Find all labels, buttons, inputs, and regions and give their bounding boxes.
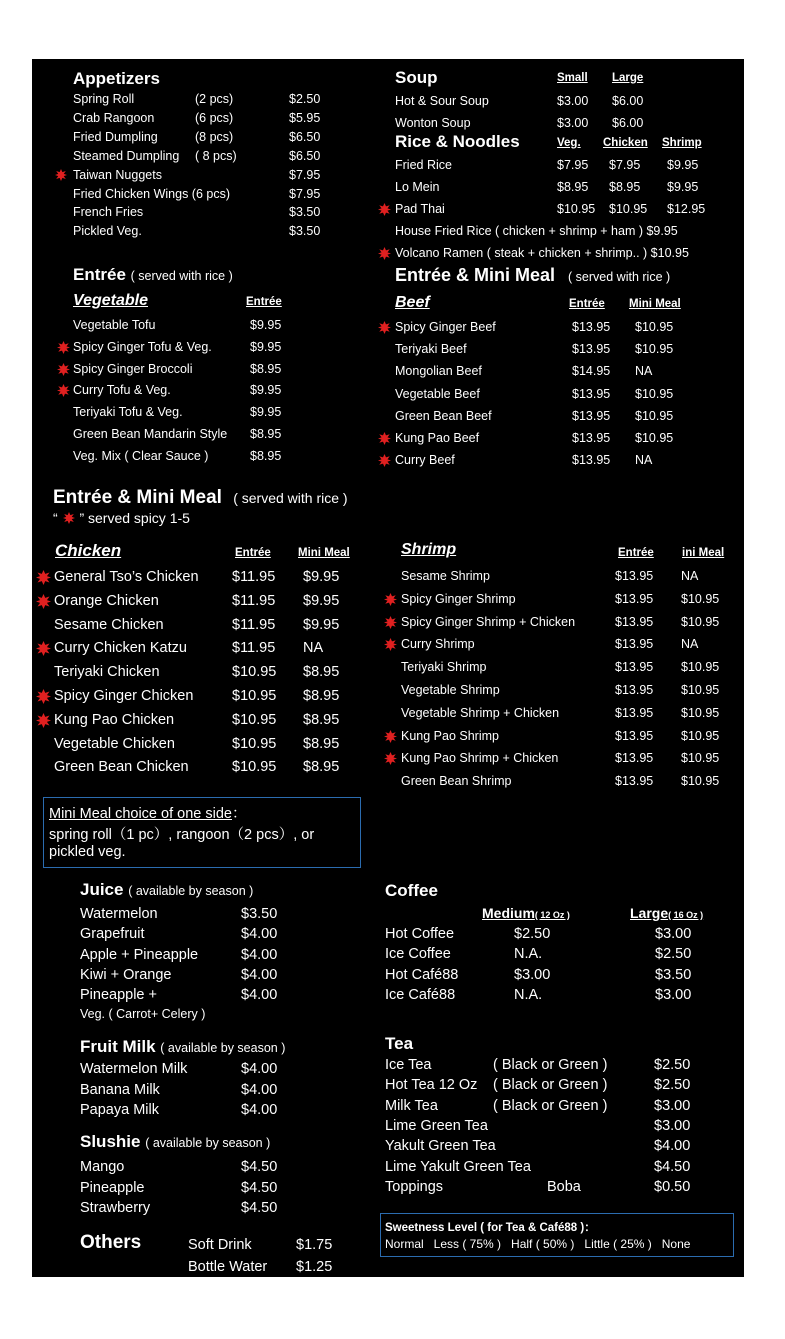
item-name: Vegetable Shrimp <box>401 683 500 697</box>
item-price: $1.75 <box>296 1237 333 1253</box>
item-name: Kiwi + Orange <box>80 966 172 983</box>
spicy-star-icon <box>55 169 67 181</box>
item-price-entree: $13.95 <box>572 408 611 423</box>
beef-col-mini: Mini Meal <box>629 298 681 310</box>
item-name: Mongolian Beef <box>395 364 482 379</box>
item-price-mini: $10.95 <box>681 705 720 720</box>
slushie-subtitle: ( available by season ) <box>145 1136 271 1150</box>
item-price-veg: $8.95 <box>557 180 589 194</box>
item-name: Apple + Pineapple <box>80 946 199 963</box>
item-price-large: $3.00 <box>655 926 692 942</box>
item-price: $4.50 <box>241 1179 278 1196</box>
spicy-note-open: “ <box>53 510 58 526</box>
item-name: Hot Café88 <box>385 966 459 983</box>
rice-col-shrimp: Shrimp <box>662 137 702 149</box>
item-price-mini: $10.95 <box>635 342 674 357</box>
item-price-shrimp: $9.95 <box>667 180 699 194</box>
spicy-star-icon <box>36 641 51 656</box>
item-name: Fried Chicken Wings (6 pcs) <box>73 186 230 201</box>
item-name: Curry Beef <box>395 453 455 468</box>
item-price-entree: $10.95 <box>232 688 277 704</box>
juice-subtitle: ( available by season ) <box>128 884 254 898</box>
item-price: $4.50 <box>241 1159 278 1175</box>
item-name: Vegetable Tofu <box>73 318 156 332</box>
item-name: Crab Rangoon <box>73 110 155 125</box>
item-price-entree: $13.95 <box>615 569 654 583</box>
item-name: Sesame Shrimp <box>401 569 490 583</box>
item-price-entree: $13.95 <box>572 320 611 334</box>
item-price-entree: $13.95 <box>615 591 654 606</box>
shrimp-col-mini: ini Meal <box>682 547 725 559</box>
item-name: Fried Rice <box>395 158 452 172</box>
item-price: $8.95 <box>250 361 282 376</box>
item-name: Spicy Ginger Tofu & Veg. <box>73 339 212 354</box>
beef-category: Beef <box>395 294 430 311</box>
item-price-mini: $10.95 <box>635 408 674 423</box>
chicken-col-entree: Entrée <box>235 547 271 559</box>
item-price: $4.00 <box>654 1138 691 1155</box>
item-name: Curry Tofu & Veg. <box>73 383 171 398</box>
item-name: Green Bean Chicken <box>54 759 189 776</box>
item-name: Soft Drink <box>188 1237 252 1253</box>
spicy-star-icon <box>57 341 70 354</box>
item-name: General Tso’s Chicken <box>54 569 199 585</box>
beef-section-subtitle: ( served with rice ) <box>568 270 671 284</box>
spicy-star-icon <box>36 594 51 609</box>
mini-meal-subtitle: ( served with rice ) <box>233 490 348 506</box>
spicy-star-icon <box>57 363 70 376</box>
spicy-star-icon <box>57 384 70 397</box>
item-price-mini: $9.95 <box>303 569 340 585</box>
item-name: Watermelon <box>80 906 158 922</box>
item-name: Ice Tea <box>385 1057 432 1073</box>
item-price: $6.50 <box>289 129 321 144</box>
item-price: $0.50 <box>654 1178 691 1195</box>
item-name: Lime Green Tea <box>385 1117 488 1134</box>
spicy-star-icon <box>63 512 75 524</box>
item-price-entree: $13.95 <box>615 683 654 697</box>
item-price-large: $6.00 <box>612 94 644 108</box>
item-name: Pad Thai <box>395 202 445 216</box>
item-price-veg: $10.95 <box>557 202 596 216</box>
item-price-shrimp: $9.95 <box>667 158 699 172</box>
rice-noodles-title: Rice & Noodles <box>395 132 520 151</box>
item-price: $1.25 <box>296 1258 333 1275</box>
item-name: Wonton Soup <box>395 116 471 130</box>
item-name: Teriyaki Chicken <box>54 664 160 681</box>
item-name: Hot Coffee <box>385 926 455 942</box>
item-price: $2.50 <box>289 92 321 106</box>
spicy-star-icon <box>384 752 397 765</box>
item-price: $8.95 <box>250 448 282 463</box>
beef-section-title-text: Entrée & Mini Meal <box>395 265 556 285</box>
item-name: Kung Pao Shrimp <box>401 728 499 743</box>
beef-section-title <box>395 265 670 286</box>
item-price-mini: $10.95 <box>681 660 720 675</box>
item-price: $2.50 <box>654 1057 691 1073</box>
slushie-title-text: Slushie <box>80 1132 141 1151</box>
spicy-star-icon <box>378 321 391 334</box>
item-name: Vegetable Shrimp + Chicken <box>401 705 560 720</box>
fruit-milk-title-text: Fruit Milk <box>80 1037 156 1056</box>
item-price: $4.00 <box>241 946 278 963</box>
sweetness-title: Sweetness Level ( for Tea & Café88 )： <box>385 1222 596 1234</box>
spicy-star-icon <box>378 432 391 445</box>
item-price: $4.00 <box>241 926 278 943</box>
vegetable-category: Vegetable <box>73 292 148 309</box>
item-price: $9.95 <box>250 318 282 332</box>
spicy-star-icon <box>384 730 397 743</box>
spicy-star-icon <box>36 570 51 585</box>
item-qty: (2 pcs) <box>195 92 234 106</box>
item-name: Kung Pao Shrimp + Chicken <box>401 751 559 766</box>
item-price-entree: $13.95 <box>615 774 654 789</box>
item-price-mini: $8.95 <box>303 711 340 728</box>
item-price: $4.00 <box>241 1102 278 1118</box>
shrimp-category: Shrimp <box>401 541 457 558</box>
item-name: Ice Coffee <box>385 946 451 963</box>
item-price: $9.95 <box>250 383 282 398</box>
item-qty: ( 8 pcs) <box>195 148 237 163</box>
item-price-entree: $13.95 <box>572 386 611 401</box>
item-price-entree: $13.95 <box>615 637 654 652</box>
item-name: Bottle Water <box>188 1258 268 1275</box>
veg-col-entree: Entrée <box>246 296 282 308</box>
mini-meal-note-title <box>49 802 246 823</box>
item-name: Curry Shrimp <box>401 637 475 652</box>
menu-board <box>32 59 744 1277</box>
item-price-shrimp: $12.95 <box>667 202 706 216</box>
spicy-note <box>53 510 190 526</box>
item-name: Teriyaki Tofu & Veg. <box>73 405 183 420</box>
item-name: Green Bean Beef <box>395 408 492 423</box>
item-price: $3.50 <box>241 906 278 922</box>
veg-entree-title <box>73 265 233 285</box>
item-price-small: $3.00 <box>557 94 589 108</box>
item-price: $2.50 <box>654 1077 691 1094</box>
mini-meal-title <box>53 487 348 509</box>
item-name: Spicy Ginger Broccoli <box>73 361 193 376</box>
item-name: Teriyaki Shrimp <box>401 660 487 675</box>
item-price: $4.00 <box>241 987 278 1004</box>
item-price-mini: $8.95 <box>303 664 340 681</box>
soup-title: Soup <box>395 68 438 87</box>
item-name: Grapefruit <box>80 926 145 943</box>
item-price: $3.00 <box>654 1097 691 1114</box>
item-price-entree: $10.95 <box>232 759 277 776</box>
veg-entree-title-text: Entrée <box>73 265 126 284</box>
item-name: Lo Mein <box>395 180 440 194</box>
item-name: Pineapple <box>80 1179 145 1196</box>
item-price-mini: $10.95 <box>681 774 720 789</box>
veg-entree-subtitle: ( served with rice ) <box>130 269 233 283</box>
mini-meal-note-colon: ： <box>231 806 247 822</box>
item-price: $4.00 <box>241 1061 278 1077</box>
item-name: Green Bean Mandarin Style <box>73 427 228 441</box>
item-price-chicken: $8.95 <box>609 180 641 194</box>
item-price-mini: $10.95 <box>681 751 720 766</box>
item-name: Pickled Veg. <box>73 224 142 239</box>
item-name-price: House Fried Rice ( chicken + shrimp + ham ) $9.95 <box>395 224 678 238</box>
item-price-medium: N.A. <box>514 986 543 1003</box>
item-name: Lime Yakult Green Tea <box>385 1158 531 1175</box>
rice-col-chicken: Chicken <box>603 137 648 149</box>
item-price-mini: $8.95 <box>303 735 340 752</box>
item-price-mini: $8.95 <box>303 688 340 704</box>
item-price-entree: $14.95 <box>572 364 611 379</box>
item-name: Milk Tea <box>385 1097 438 1114</box>
item-price-entree: $11.95 <box>232 616 276 633</box>
item-price-chicken: $10.95 <box>609 202 648 216</box>
item-name: Veg. Mix ( Clear Sauce ) <box>73 448 209 463</box>
item-price-mini: $10.95 <box>635 320 674 334</box>
item-price: $3.50 <box>289 205 321 220</box>
item-name: Papaya Milk <box>80 1102 159 1118</box>
coffee-col-medium-size: ( 12 Oz ) <box>534 910 570 920</box>
item-name: Kung Pao Chicken <box>54 711 175 728</box>
item-price-entree: $13.95 <box>615 751 654 766</box>
item-name: Spicy Ginger Beef <box>395 320 496 334</box>
beef-col-entree: Entrée <box>569 298 605 310</box>
item-price-mini: NA <box>635 364 653 379</box>
item-price: $5.95 <box>289 110 321 125</box>
item-name: Toppings <box>385 1178 444 1195</box>
spicy-star-icon <box>378 247 391 260</box>
item-price-entree: $13.95 <box>615 660 654 675</box>
item-name: Taiwan Nuggets <box>73 167 162 182</box>
item-price-small: $3.00 <box>557 116 589 130</box>
item-price: $9.95 <box>250 339 282 354</box>
item-price-mini: $10.95 <box>681 683 720 697</box>
item-price-mini: $10.95 <box>635 386 674 401</box>
item-name: Spring Roll <box>73 92 135 106</box>
coffee-title: Coffee <box>385 881 438 900</box>
item-price-large: $2.50 <box>655 946 692 963</box>
item-price-large: $3.50 <box>655 966 692 983</box>
item-name: Green Bean Shrimp <box>401 774 512 789</box>
coffee-col-large-text: Large <box>630 905 669 921</box>
juice-title-text: Juice <box>80 880 124 899</box>
mini-meal-note-title-text: Mini Meal choice of one side <box>49 806 232 822</box>
sweetness-options: Normal Less ( 75% ) Half ( 50% ) Little ( 25% ) None <box>385 1237 691 1251</box>
slushie-title <box>80 1132 270 1152</box>
item-price-entree: $11.95 <box>232 640 276 657</box>
item-price-mini: $9.95 <box>303 616 340 633</box>
item-price: $3.50 <box>289 224 321 239</box>
item-name: Teriyaki Beef <box>395 342 467 357</box>
mini-meal-title-text: Entrée & Mini Meal <box>53 487 222 508</box>
coffee-col-medium <box>482 905 570 921</box>
item-qty: (8 pcs) <box>195 129 234 144</box>
sweetness-box <box>380 1213 734 1257</box>
item-price: $3.00 <box>654 1117 691 1134</box>
item-price-mini: NA <box>303 640 324 657</box>
item-name: Banana Milk <box>80 1081 160 1098</box>
item-price: $9.95 <box>250 405 282 420</box>
item-price-entree: $13.95 <box>572 453 611 468</box>
item-price-mini: NA <box>681 569 699 583</box>
item-option: ( Black or Green ) <box>493 1077 608 1094</box>
item-name: Steamed Dumpling <box>73 148 180 163</box>
mini-meal-note-line1: spring roll（1 pc）, rangoon（2 pcs）, or <box>49 827 315 843</box>
item-price-mini: NA <box>635 453 653 468</box>
item-price: $7.95 <box>289 186 321 201</box>
item-qty: (6 pcs) <box>195 110 234 125</box>
spicy-star-icon <box>378 203 391 216</box>
item-price-entree: $13.95 <box>615 705 654 720</box>
others-title: Others <box>80 1232 142 1253</box>
spicy-star-icon <box>384 593 397 606</box>
spicy-star-icon <box>384 616 397 629</box>
item-option: ( Black or Green ) <box>493 1097 608 1114</box>
item-price-mini: $10.95 <box>681 591 720 606</box>
chicken-category: Chicken <box>55 541 122 560</box>
item-name: Spicy Ginger Chicken <box>54 688 194 704</box>
item-price-mini: $8.95 <box>303 759 340 776</box>
item-name: Fried Dumpling <box>73 129 158 144</box>
item-price: $7.95 <box>289 167 321 182</box>
item-price: $4.50 <box>241 1200 278 1216</box>
coffee-col-medium-text: Medium <box>482 905 535 921</box>
item-price-entree: $13.95 <box>572 431 611 445</box>
item-name: Ice Café88 <box>385 986 456 1003</box>
mini-meal-note-box <box>43 797 361 868</box>
mini-meal-note-line2: pickled veg. <box>49 844 126 860</box>
item-price-medium: N.A. <box>514 946 543 963</box>
item-name: Spicy Ginger Shrimp + Chicken <box>401 614 576 629</box>
item-option: ( Black or Green ) <box>493 1057 608 1073</box>
item-name-price: Volcano Ramen ( steak + chicken + shrimp.. ) $10.95 <box>395 245 689 260</box>
item-price: $6.50 <box>289 148 321 163</box>
spicy-star-icon <box>384 638 397 651</box>
coffee-col-large-size: ( 16 Oz ) <box>668 910 704 920</box>
soup-col-small: Small <box>557 72 588 84</box>
item-price-medium: $3.00 <box>514 966 551 983</box>
item-name: Sesame Chicken <box>54 616 164 633</box>
item-name: Spicy Ginger Shrimp <box>401 591 516 606</box>
item-price-entree: $10.95 <box>232 711 277 728</box>
item-name: Orange Chicken <box>54 592 159 609</box>
item-name: Hot & Sour Soup <box>395 94 489 108</box>
rice-col-veg: Veg. <box>557 137 581 149</box>
item-name: French Fries <box>73 205 144 220</box>
item-price: $4.50 <box>654 1158 691 1175</box>
item-price-entree: $10.95 <box>232 664 277 681</box>
item-price-entree: $13.95 <box>572 342 611 357</box>
item-price-entree: $11.95 <box>232 592 276 609</box>
item-price-mini: $9.95 <box>303 592 340 609</box>
item-name: Curry Chicken Katzu <box>54 640 187 657</box>
spicy-star-icon <box>378 454 391 467</box>
item-price-veg: $7.95 <box>557 158 589 172</box>
item-option: Boba <box>547 1178 581 1195</box>
item-price-chicken: $7.95 <box>609 158 641 172</box>
item-price-mini: $10.95 <box>681 614 720 629</box>
item-name: Pineapple + <box>80 987 157 1004</box>
chicken-col-mini: Mini Meal <box>298 547 350 559</box>
appetizers-title: Appetizers <box>73 69 160 88</box>
juice-title <box>80 880 253 900</box>
spicy-star-icon <box>36 713 51 728</box>
item-name: Watermelon Milk <box>80 1061 188 1077</box>
item-name: Strawberry <box>80 1200 151 1216</box>
item-price-entree: $11.95 <box>232 569 276 585</box>
item-name: Hot Tea 12 Oz <box>385 1077 478 1094</box>
item-price-large: $3.00 <box>655 986 692 1003</box>
item-price: $4.00 <box>241 966 278 983</box>
item-name: Yakult Green Tea <box>385 1138 496 1155</box>
item-price-entree: $13.95 <box>615 728 654 743</box>
item-price-large: $6.00 <box>612 116 644 130</box>
fruit-milk-title <box>80 1037 285 1057</box>
item-price-mini: $10.95 <box>681 728 720 743</box>
item-name: Vegetable Beef <box>395 386 480 401</box>
item-price-medium: $2.50 <box>514 926 551 942</box>
coffee-col-large <box>630 905 703 921</box>
item-name: Vegetable Chicken <box>54 735 175 752</box>
item-name: Kung Pao Beef <box>395 431 480 445</box>
item-price-mini: NA <box>681 637 699 652</box>
fruit-milk-subtitle: ( available by season ) <box>160 1041 286 1055</box>
tea-title: Tea <box>385 1034 414 1053</box>
item-price: $8.95 <box>250 427 282 441</box>
spicy-note-text: ” served spicy 1-5 <box>79 510 190 526</box>
item-price-mini: $10.95 <box>635 431 674 445</box>
juice-footnote: Veg. ( Carrot+ Celery ) <box>80 1007 206 1021</box>
item-price-entree: $13.95 <box>615 614 654 629</box>
item-price: $4.00 <box>241 1081 278 1098</box>
spicy-star-icon <box>36 689 51 704</box>
shrimp-col-entree: Entrée <box>618 547 654 559</box>
item-name: Mango <box>80 1159 125 1175</box>
soup-col-large: Large <box>612 72 644 84</box>
item-price-entree: $10.95 <box>232 735 277 752</box>
